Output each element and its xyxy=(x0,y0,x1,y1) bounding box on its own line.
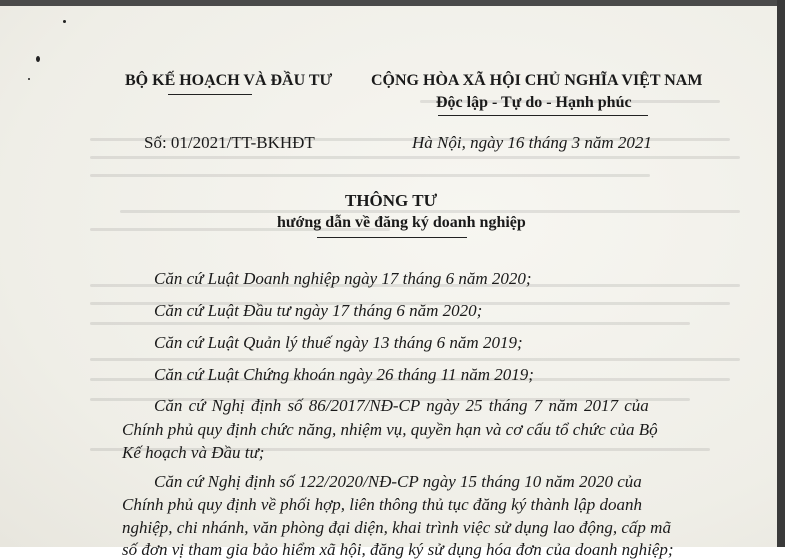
document-number: Số: 01/2021/TT-BKHĐT xyxy=(144,133,315,152)
decree-122-line: Chính phủ quy định về phối hợp, liên thông thủ tục đăng ký thành lập doanh xyxy=(122,495,642,514)
decree-86-line: Kế hoạch và Đầu tư; xyxy=(122,443,265,462)
decree-122-line: nghiệp, chi nhánh, văn phòng đại diện, khai trình việc sử dụng lao động, cấp mã xyxy=(122,518,671,537)
scan-edge-top xyxy=(0,0,785,6)
decree-86-line: Căn cứ Nghị định số 86/2017/NĐ-CP ngày 25 tháng 7 năm 2017 của xyxy=(154,396,649,415)
document-type-title: THÔNG TƯ xyxy=(345,191,438,210)
ministry-underline xyxy=(168,94,252,95)
decree-122-line: số đơn vị tham gia bảo hiểm xã hội, đăng ký sử dụng hóa đơn của doanh nghiệp; xyxy=(122,540,674,559)
scan-speck xyxy=(36,56,40,62)
legal-basis-line: Căn cứ Luật Doanh nghiệp ngày 17 tháng 6 năm 2020; xyxy=(154,269,532,288)
place-and-date: Hà Nội, ngày 16 tháng 3 năm 2021 xyxy=(412,133,652,152)
legal-basis-line: Căn cứ Luật Chứng khoán ngày 26 tháng 11 năm 2019; xyxy=(154,365,534,384)
document-subject: hướng dẫn về đăng ký doanh nghiệp xyxy=(277,214,526,231)
legal-basis-line: Căn cứ Luật Đầu tư ngày 17 tháng 6 năm 2020; xyxy=(154,301,483,320)
motto-underline xyxy=(438,115,648,116)
scan-speck xyxy=(28,78,30,80)
decree-122-line: Căn cứ Nghị định số 122/2020/NĐ-CP ngày 15 tháng 10 năm 2020 của xyxy=(154,472,642,491)
ministry-name: BỘ KẾ HOẠCH VÀ ĐẦU TƯ xyxy=(125,72,333,89)
title-underline xyxy=(317,237,467,238)
legal-basis-line: Căn cứ Luật Quản lý thuế ngày 13 tháng 6 năm 2019; xyxy=(154,333,523,352)
scan-edge-right xyxy=(777,0,785,547)
scan-speck xyxy=(63,20,66,23)
republic-name: CỘNG HÒA XÃ HỘI CHỦ NGHĨA VIỆT NAM xyxy=(371,72,703,89)
national-motto: Độc lập - Tự do - Hạnh phúc xyxy=(436,94,632,111)
decree-86-line: Chính phủ quy định chức năng, nhiệm vụ, quyền hạn và cơ cấu tổ chức của Bộ xyxy=(122,420,658,439)
